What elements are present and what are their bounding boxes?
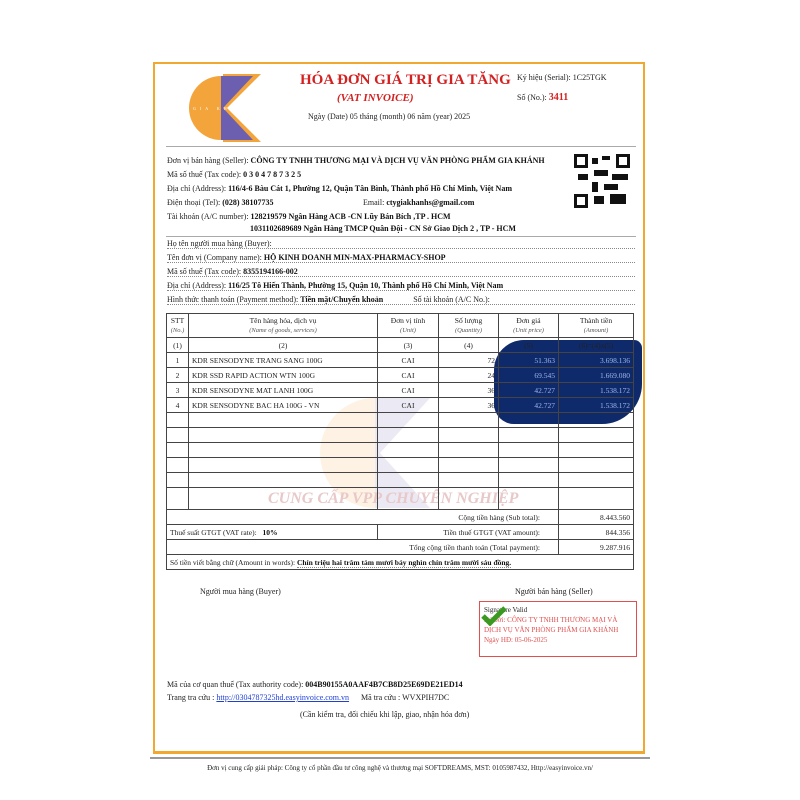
seller-email: Email: ctygiakhanhs@gmail.com bbox=[363, 198, 475, 207]
vat-row: Thuế suất GTGT (VAT rate): 10% Tiền thuế GTGT (VAT amount): 844.356 bbox=[167, 525, 634, 540]
invoice-title: HÓA ĐƠN GIÁ TRỊ GIA TĂNG bbox=[300, 72, 511, 88]
buyer-tax: Mã số thuế (Tax code): 8355194166-002 bbox=[167, 267, 635, 277]
invoice-subtitle: (VAT INVOICE) bbox=[337, 92, 414, 104]
table-row: 3 KDR SENSODYNE MAT LANH 100G CAI 36 42.727 1.538.172 bbox=[167, 383, 634, 398]
serial: Ký hiệu (Serial): 1C25TGK bbox=[517, 73, 607, 82]
invoice-date: Ngày (Date) 05 tháng (month) 06 năm (year) 2025 bbox=[308, 112, 471, 121]
signature-valid: Signature Valid bbox=[484, 606, 528, 614]
divider bbox=[166, 146, 636, 147]
table-row: 2 KDR SSD RAPID ACTION WTN 100G CAI 24 69.545 1.669.080 bbox=[167, 368, 634, 383]
check-note: (Cần kiểm tra, đối chiếu khi lập, giao, nhận hóa đơn) bbox=[300, 710, 470, 719]
provider-info: Đơn vị cung cấp giải pháp: Công ty cổ phần đầu tư công nghệ và thương mại SOFTDREAMS, MST: 0105987432, Http://easyinvoice.vn/ bbox=[207, 764, 593, 772]
total-row: Tổng cộng tiền thanh toán (Total payment): 9.287.916 bbox=[167, 540, 634, 555]
items-table bbox=[166, 313, 634, 570]
lookup-line: Trang tra cứu : http://0304787325hd.easyinvoice.com.vn Mã tra cứu : WVXPIH7DC bbox=[167, 693, 450, 702]
footer-divider bbox=[150, 757, 650, 759]
buyer-address: Địa chỉ (Address): 116/25 Tô Hiến Thành, Phường 15, Quận 10, Thành phố Hồ Chí Minh, Việt Nam bbox=[167, 281, 635, 291]
col-unit: Đơn vị tính (Unit) bbox=[378, 314, 439, 338]
watermark-text: CUNG CẤP VPP CHUYÊN NGHIỆP bbox=[268, 490, 519, 507]
empty-row bbox=[167, 473, 634, 488]
col-name: Tên hàng hóa, dịch vụ (Name of goods, services) bbox=[189, 314, 378, 338]
svg-text:GIA KHANH: GIA KHANH bbox=[193, 106, 252, 111]
seller-tax: Mã số thuế (Tax code): 0 3 0 4 7 8 7 3 2 5 bbox=[167, 170, 302, 179]
col-qty: Số lượng (Quantity) bbox=[439, 314, 499, 338]
empty-row bbox=[167, 443, 634, 458]
seller-address: Địa chỉ (Address): 116/4-6 Bàu Cát 1, Phường 12, Quận Tân Bình, Thành phố Hồ Chí Minh, Việt Nam bbox=[167, 184, 512, 193]
lookup-link[interactable]: http://0304787325hd.easyinvoice.com.vn bbox=[216, 693, 350, 702]
col-no: STT (No.) bbox=[167, 314, 189, 338]
col-price: Đơn giá (Unit price) bbox=[499, 314, 559, 338]
empty-row bbox=[167, 458, 634, 473]
col-amount: Thành tiền (Amount) bbox=[559, 314, 634, 338]
words-row: Số tiền viết bằng chữ (Amount in words): Chín triệu hai trăm tám mươi bảy nghìn chín trăm mười sáu đồng. bbox=[167, 555, 634, 570]
buyer-signature-label: Người mua hàng (Buyer) bbox=[200, 587, 281, 596]
empty-row bbox=[167, 428, 634, 443]
company-logo bbox=[183, 72, 263, 144]
table-row: 1 KDR SENSODYNE TRANG SANG 100G CAI 72 51.363 3.698.136 bbox=[167, 353, 634, 368]
seller-name: Đơn vị bán hàng (Seller): CÔNG TY TNHH THƯƠNG MẠI VÀ DỊCH VỤ VĂN PHÒNG PHẨM GIA KHÁNH bbox=[167, 156, 545, 165]
table-row: 4 KDR SENSODYNE BAC HA 100G - VN CAI 36 42.727 1.538.172 bbox=[167, 398, 634, 413]
qr-code bbox=[574, 154, 630, 208]
check-icon bbox=[481, 606, 507, 626]
index-row: (1) (2) (3) (4) (5) (6)=(4)x(5) bbox=[167, 338, 634, 353]
buyer-company: Tên đơn vị (Company name): HỘ KINH DOANH MIN-MAX-PHARMACY-SHOP bbox=[167, 253, 635, 263]
empty-row bbox=[167, 488, 634, 510]
seller-tel: Điện thoại (Tel): (028) 38107735 bbox=[167, 198, 274, 207]
invoice-number: Số (No.): 3411 bbox=[517, 92, 569, 103]
subtotal-row: Cộng tiền hàng (Sub total): 8.443.560 bbox=[167, 510, 634, 525]
tax-authority-code: Mã của cơ quan thuế (Tax authority code): 004B90155A0AAF4B7CB8D25E69DE21ED14 bbox=[167, 680, 463, 689]
table-header bbox=[167, 314, 634, 338]
empty-row bbox=[167, 413, 634, 428]
seller-account-2: 1031102689689 Ngân Hàng TMCP Quân Đội - CN Sở Giao Dịch 2 , TP - HCM bbox=[250, 224, 516, 233]
signed-by: Ký bởi: CÔNG TY TNHH THƯƠNG MẠI VÀ DỊCH VỤ VĂN PHÒNG PHẨM GIA KHÁNH bbox=[484, 616, 619, 634]
divider bbox=[166, 236, 636, 237]
seller-account: Tài khoản (A/C number): 128219579 Ngân Hàng ACB -CN Lũy Bán Bích ,TP . HCM bbox=[167, 212, 451, 221]
signed-date: Ngày HĐ: 05-06-2025 bbox=[484, 636, 548, 644]
buyer-name: Họ tên người mua hàng (Buyer): bbox=[167, 239, 635, 249]
seller-signature-label: Người bán hàng (Seller) bbox=[515, 587, 593, 596]
payment-method: Hình thức thanh toán (Payment method): Tiền mặt/Chuyển khoản Số tài khoản (A/C No.): bbox=[167, 295, 635, 305]
